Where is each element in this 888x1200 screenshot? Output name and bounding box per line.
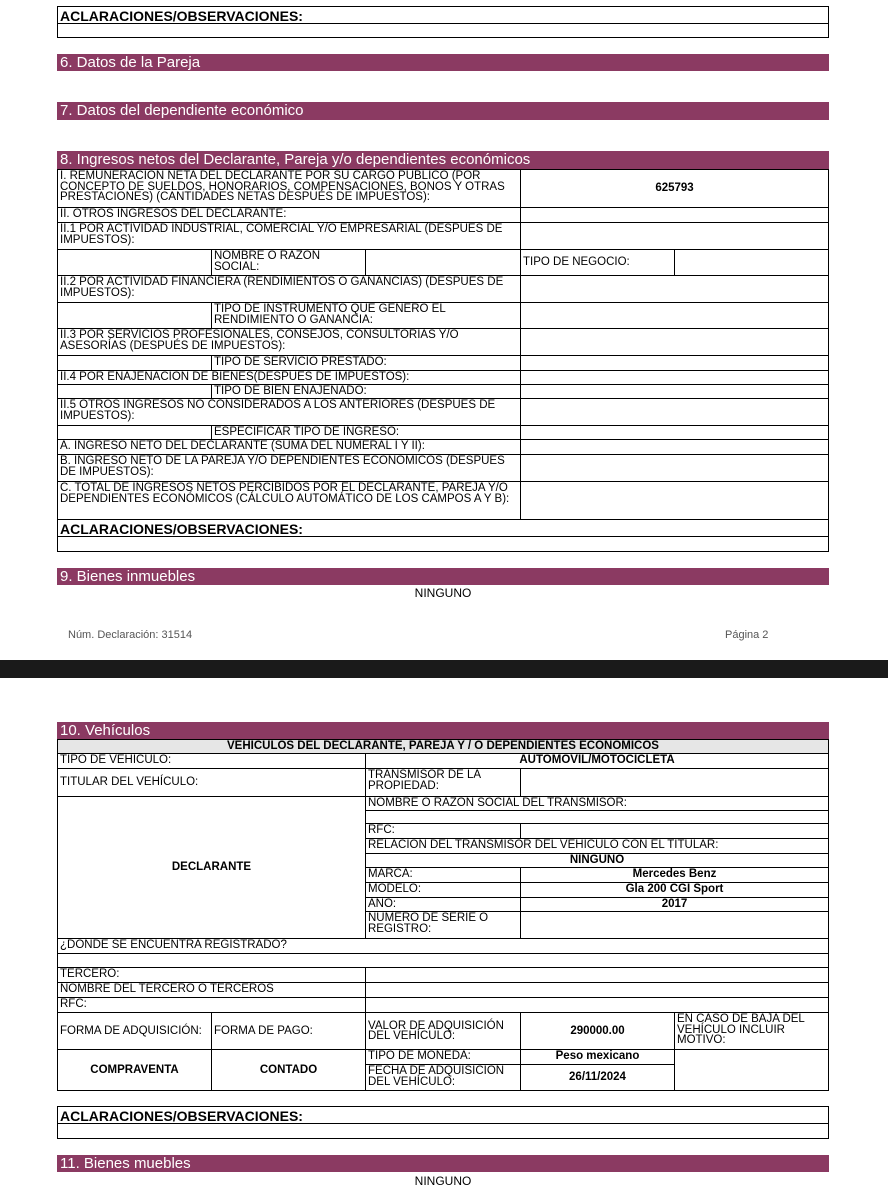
transmisor-label: TRANSMISOR DE LA PROPIEDAD: — [365, 768, 521, 797]
numero-serie-value — [520, 911, 829, 939]
aclaraciones-10-title: ACLARACIONES/OBSERVACIONES: — [57, 1106, 829, 1124]
actividad-industrial-value — [520, 222, 829, 250]
numero-serie-label: NÚMERO DE SERIE O REGISTRO: — [365, 911, 521, 939]
tipo-servicio-label: TIPO DE SERVICIO PRESTADO: — [211, 355, 521, 371]
rfc-tercero-value — [365, 997, 829, 1013]
ingreso-neto-declarante-value — [520, 439, 829, 455]
actividad-industrial-label: II.1 POR ACTIVIDAD INDUSTRIAL, COMERCIAL Y/O EMPRESARIAL (DESPUÉS DE IMPUESTOS): — [57, 222, 521, 250]
indent-blank — [57, 384, 212, 399]
enajenacion-value — [520, 370, 829, 385]
nombre-razon-social-value — [365, 249, 521, 276]
actividad-financiera-value — [520, 275, 829, 303]
especificar-tipo-value — [520, 425, 829, 440]
tipo-moneda-value: Peso mexicano — [520, 1049, 675, 1065]
otros-ingresos-label: II. OTROS INGRESOS DEL DECLARANTE: — [57, 207, 521, 223]
relacion-transmisor-label: RELACIÓN DEL TRANSMISOR DEL VEHÍCULO CON EL TITULAR: — [365, 838, 829, 854]
footer-declaracion-number: Núm. Declaración: 31514 — [68, 629, 193, 641]
baja-motivo-value — [674, 1049, 829, 1091]
tipo-bien-value — [520, 384, 829, 399]
ninguno-muebles: NINGUNO — [414, 1174, 472, 1188]
otros-ingresos-no-considerados-label: II.5 OTROS INGRESOS NO CONSIDERADOS A LOS ANTERIORES (DESPUÉS DE IMPUESTOS): — [57, 398, 521, 426]
nombre-tercero-label: NOMBRE DEL TERCERO O TERCEROS — [57, 982, 366, 998]
section-8-header: 8. Ingresos netos del Declarante, Pareja y/o dependientes económicos — [57, 151, 829, 169]
tipo-negocio-label: TIPO DE NEGOCIO: — [520, 249, 675, 276]
nombre-tercero-value — [365, 982, 829, 998]
rfc-transmisor-value — [520, 823, 829, 839]
rfc-transmisor-label: RFC: — [365, 823, 521, 839]
nombre-razon-social-label: NOMBRE O RAZÓN SOCIAL: — [211, 249, 366, 276]
tercero-value — [365, 967, 829, 983]
section-6-header: 6. Datos de la Pareja — [57, 54, 829, 71]
section-7-header: 7. Datos del dependiente económico — [57, 102, 829, 120]
tipo-vehiculo-value: AUTOMÓVIL/MOTOCICLETA — [365, 753, 829, 769]
forma-adquisicion-value: COMPRAVENTA — [57, 1049, 212, 1091]
donde-registrado-value — [57, 953, 829, 968]
tipo-servicio-value — [520, 355, 829, 371]
total-ingresos-label: C. TOTAL DE INGRESOS NETOS PERCIBIDOS POR EL DECLARANTE, PAREJA Y/O DEPENDIENTES ECONÓMICOS (CÁLCULO AUTOMÁTICO DE LOS CAMPOS A Y B): — [57, 481, 521, 520]
tipo-negocio-value — [674, 249, 829, 276]
marca-label: MARCA: — [365, 867, 521, 883]
tipo-instrumento-value — [520, 302, 829, 329]
especificar-tipo-label: ESPECIFICAR TIPO DE INGRESO: — [211, 425, 521, 440]
relacion-transmisor-value: NINGUNO — [365, 853, 829, 868]
forma-pago-value: CONTADO — [211, 1049, 366, 1091]
remuneracion-label: I. REMUNERACIÓN NETA DEL DECLARANTE POR SU CARGO PÚBLICO (POR CONCEPTO DE SUELDOS, HONORARIOS, COMPENSACIONES, BONOS Y OTRAS PRESTACIONES) (CANTIDADES NETAS DESPUÉS DE IMPUESTOS): — [57, 169, 521, 208]
tipo-instrumento-label: TIPO DE INSTRUMENTO QUE GENERÓ EL RENDIMIENTO O GANANCIA: — [211, 302, 521, 329]
remuneracion-value: 625793 — [520, 169, 829, 208]
tipo-bien-label: TIPO DE BIEN ENAJENADO: — [211, 384, 521, 399]
actividad-financiera-label: II.2 POR ACTIVIDAD FINANCIERA (RENDIMIENTOS O GANANCIAS) (DESPUÉS DE IMPUESTOS): — [57, 275, 521, 303]
ingreso-neto-pareja-value — [520, 454, 829, 482]
page-divider — [0, 660, 888, 678]
ingreso-neto-pareja-label: B. INGRESO NETO DE LA PAREJA Y/O DEPENDIENTES ECONÓMICOS (DESPUÉS DE IMPUESTOS): — [57, 454, 521, 482]
marca-value: Mercedes Benz — [520, 867, 829, 883]
aclaraciones-10-field — [57, 1123, 829, 1139]
aclaraciones-8-field — [57, 536, 829, 552]
valor-adquisicion-value: 290000.00 — [520, 1012, 675, 1050]
tercero-label: TERCERO: — [57, 967, 366, 983]
transmisor-value — [520, 768, 829, 797]
titular-vehiculo-label: TITULAR DEL VEHÍCULO: — [57, 768, 366, 797]
donde-registrado-label: ¿DÓNDE SE ENCUENTRA REGISTRADO? — [57, 938, 829, 954]
fecha-adquisicion-value: 26/11/2024 — [520, 1064, 675, 1091]
otros-ingresos-value — [520, 207, 829, 223]
titular-vehiculo-value: DECLARANTE — [57, 796, 366, 939]
ingreso-neto-declarante-label: A. INGRESO NETO DEL DECLARANTE (SUMA DEL NUMERAL I Y II): — [57, 439, 521, 455]
tipo-moneda-label: TIPO DE MONEDA: — [365, 1049, 521, 1065]
valor-adquisicion-label: VALOR DE ADQUISICIÓN DEL VEHÍCULO: — [365, 1012, 521, 1050]
modelo-label: MODELO: — [365, 882, 521, 898]
total-ingresos-value — [520, 481, 829, 520]
indent-blank — [57, 355, 212, 371]
enajenacion-label: II.4 POR ENAJENACIÓN DE BIENES(DESPUÉS DE IMPUESTOS): — [57, 370, 521, 385]
aclaraciones-top-field — [57, 23, 829, 38]
footer-page-number: Página 2 — [725, 629, 769, 641]
section-9-header: 9. Bienes inmuebles — [57, 568, 829, 585]
nombre-transmisor-label: NOMBRE O RAZÓN SOCIAL DEL TRANSMISOR: — [365, 796, 829, 811]
forma-adquisicion-label: FORMA DE ADQUISICIÓN: — [57, 1012, 212, 1050]
servicios-profesionales-label: II.3 POR SERVICIOS PROFESIONALES, CONSEJOS, CONSULTORÍAS Y/O ASESORÍAS (DESPUÉS DE IMPUESTOS): — [57, 328, 521, 356]
section-11-header: 11. Bienes muebles — [57, 1155, 829, 1172]
vehiculos-title: VEHÍCULOS DEL DECLARANTE, PAREJA Y / O DEPENDIENTES ECONÓMICOS — [57, 739, 829, 754]
section-10-header: 10. Vehículos — [57, 722, 829, 740]
otros-ingresos-no-considerados-value — [520, 398, 829, 426]
anio-value: 2017 — [520, 897, 829, 912]
ninguno-inmuebles: NINGUNO — [414, 586, 472, 600]
aclaraciones-top-title: ACLARACIONES/OBSERVACIONES: — [57, 6, 829, 24]
tipo-vehiculo-label: TIPO DE VEHÍCULO: — [57, 753, 366, 769]
servicios-profesionales-value — [520, 328, 829, 356]
indent-blank — [57, 425, 212, 440]
indent-blank — [57, 302, 212, 329]
modelo-value: Gla 200 CGI Sport — [520, 882, 829, 898]
indent-blank — [57, 249, 212, 276]
aclaraciones-8-title: ACLARACIONES/OBSERVACIONES: — [57, 519, 829, 537]
fecha-adquisicion-label: FECHA DE ADQUISICIÓN DEL VEHÍCULO: — [365, 1064, 521, 1091]
baja-motivo-label: EN CASO DE BAJA DEL VEHÍCULO INCLUIR MOTIVO: — [674, 1012, 829, 1050]
anio-label: AÑO: — [365, 897, 521, 912]
nombre-transmisor-value — [365, 810, 829, 824]
forma-pago-label: FORMA DE PAGO: — [211, 1012, 366, 1050]
rfc-tercero-label: RFC: — [57, 997, 366, 1013]
